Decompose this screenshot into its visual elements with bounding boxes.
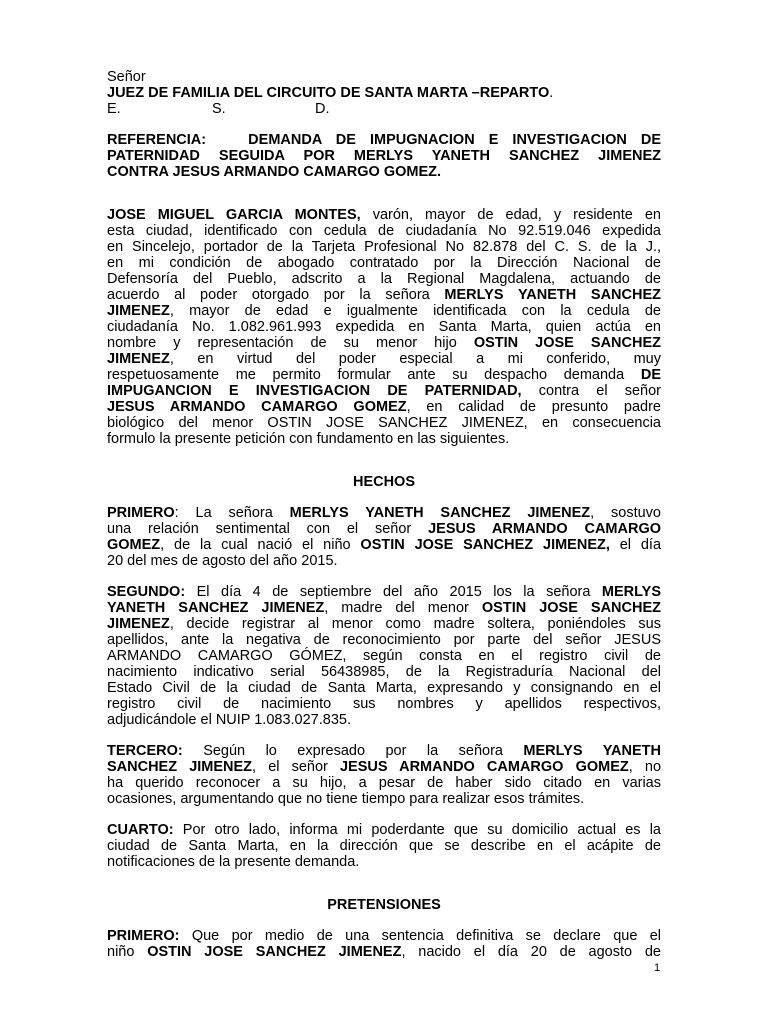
paragraph-line: apellidos, ante la negativa de reconocimiento por parte del señor JESUS <box>107 632 661 648</box>
salutation: Señor <box>107 69 146 85</box>
intro-line: IMPUGANCION E INVESTIGACION DE PATERNIDAD, contra el señor <box>107 383 661 399</box>
intro-line: ciudadanía No. 1.082.961.993 expedida en Santa Marta, quien actúa en <box>107 319 661 335</box>
paragraph-line: SANCHEZ JIMENEZ, el señor JESUS ARMANDO CAMARGO GOMEZ, no <box>107 759 662 775</box>
paragraph-line: CUARTO: Por otro lado, informa mi poderdante que su domicilio actual es la <box>107 822 661 838</box>
esd-e: E. <box>107 101 121 117</box>
page-number: 1 <box>654 962 661 974</box>
esd-d: D. <box>315 101 330 117</box>
pretensiones-primero <box>107 928 661 960</box>
intro-line: JIMENEZ, en virtud del poder especial a mi conferido, muy <box>107 351 661 367</box>
paragraph-line: GOMEZ, de la cual nació el niño OSTIN JOSE SANCHEZ JIMENEZ, el día <box>107 537 662 553</box>
recipient-name: JUEZ DE FAMILIA DEL CIRCUITO DE SANTA MARTA –REPARTO <box>107 85 550 101</box>
hechos-tercero <box>107 743 661 807</box>
paragraph-line: JIMENEZ, decide registrar al menor como madre soltera, poniéndoles sus <box>107 616 661 632</box>
reference-line: PATERNIDAD SEGUIDA POR MERLYS YANETH SANCHEZ JIMENEZ <box>107 148 661 164</box>
recipient <box>107 85 661 101</box>
paragraph-line: SEGUNDO: El día 4 de septiembre del año 2015 los la señora MERLYS <box>107 584 661 600</box>
paragraph-line: adjudicándole el NUIP 1.083.027.835. <box>107 712 352 728</box>
paragraph-line: Estado Civil de la ciudad de Santa Marta, expresando y consignando en el <box>107 680 661 696</box>
intro-line: nombre y representación de su menor hijo OSTIN JOSE SANCHEZ <box>107 335 661 351</box>
esd-s: S. <box>212 101 226 117</box>
paragraph-line: ciudad de Santa Marta, en la dirección que se describe en el acápite de <box>107 838 661 854</box>
intro-line: JESUS ARMANDO CAMARGO GOMEZ, en calidad de presunto padre <box>107 399 661 415</box>
hechos-cuarto <box>107 822 661 870</box>
paragraph-line: ocasiones, argumentando que no tiene tiempo para realizar esos trámites. <box>107 791 585 807</box>
reference-line: REFERENCIA: DEMANDA DE IMPUGNACION E INVESTIGACION DE <box>107 132 661 148</box>
intro-line: en Sincelejo, portador de la Tarjeta Profesional No 82.878 del C. S. de la J., <box>107 239 661 255</box>
intro-paragraph <box>107 207 661 447</box>
reference-block <box>107 132 661 180</box>
intro-line: biológico del menor OSTIN JOSE SANCHEZ JIMENEZ, en consecuencia <box>107 415 661 431</box>
paragraph-line: ha querido reconocer a su hijo, a pesar de haber sido citado en varias <box>107 775 661 791</box>
paragraph-line: PRIMERO: Que por medio de una sentencia definitiva se declare que el <box>107 928 661 944</box>
hechos-primero <box>107 505 661 569</box>
paragraph-line: ARMANDO CAMARGO GÓMEZ, según consta en el registro civil de <box>107 648 661 664</box>
document-page <box>107 69 661 960</box>
hechos-segundo <box>107 584 661 728</box>
intro-line: formulo la presente petición con fundamento en las siguientes. <box>107 431 510 447</box>
reference-line: CONTRA JESUS ARMANDO CAMARGO GOMEZ. <box>107 164 442 180</box>
paragraph-line: 20 del mes de agosto del año 2015. <box>107 553 338 569</box>
intro-line: respetuosamente me permito formular ante su despacho demanda DE <box>107 367 661 383</box>
paragraph-line: PRIMERO: La señora MERLYS YANETH SANCHEZ JIMENEZ, sostuvo <box>107 505 661 521</box>
paragraph-line: YANETH SANCHEZ JIMENEZ, madre del menor OSTIN JOSE SANCHEZ <box>107 600 661 616</box>
paragraph-line: registro civil de nacimiento sus nombres y apellidos respectivos, <box>107 696 661 712</box>
intro-line: JIMENEZ, mayor de edad e igualmente identificada con la cedula de <box>107 303 661 319</box>
intro-line: Defensoría del Pueblo, adscrito a la Regional Magdalena, actuando de <box>107 271 661 287</box>
section-title-pretensiones: PRETENSIONES <box>327 897 441 913</box>
intro-line: acuerdo al poder otorgado por la señora MERLYS YANETH SANCHEZ <box>107 287 661 303</box>
section-title-hechos: HECHOS <box>352 474 416 490</box>
paragraph-line: TERCERO: Según lo expresado por la señora MERLYS YANETH <box>107 743 661 759</box>
paragraph-line: notificaciones de la presente demanda. <box>107 854 360 870</box>
recipient-period: . <box>549 85 554 101</box>
intro-line: JOSE MIGUEL GARCIA MONTES, varón, mayor de edad, y residente en <box>107 207 661 223</box>
paragraph-line: niño OSTIN JOSE SANCHEZ JIMENEZ, nacido el día 20 de agosto de <box>107 944 661 960</box>
intro-line: en mi condición de abogado contratado por la Dirección Nacional de <box>107 255 661 271</box>
paragraph-line: nacimiento indicativo serial 56438985, de la Registraduría Nacional del <box>107 664 661 680</box>
paragraph-line: una relación sentimental con el señor JESUS ARMANDO CAMARGO <box>107 521 661 537</box>
esd-line <box>107 101 661 117</box>
attorney-name: JOSE MIGUEL GARCIA MONTES, <box>107 207 361 223</box>
intro-line: esta ciudad, identificado con cedula de ciudadanía No 92.519.046 expedida <box>107 223 661 239</box>
